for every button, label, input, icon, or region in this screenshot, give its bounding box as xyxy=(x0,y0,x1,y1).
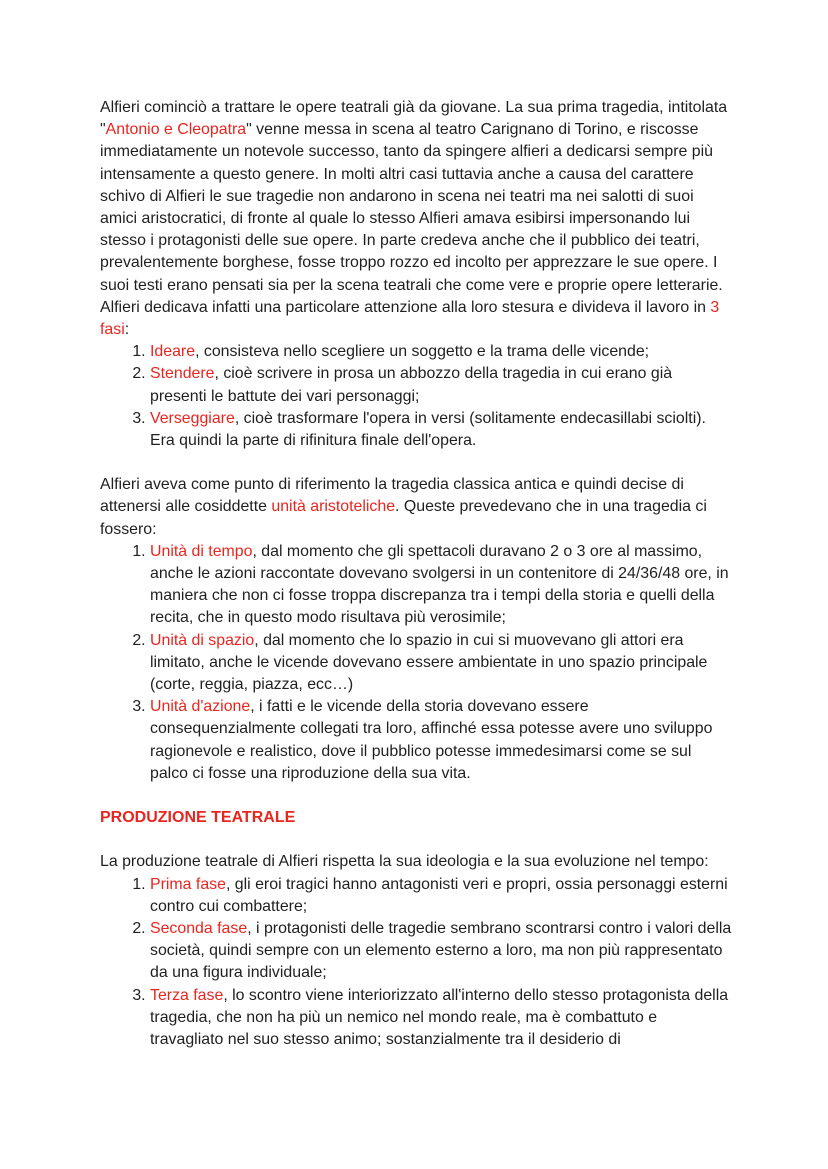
phases-list xyxy=(100,341,732,452)
unita-list xyxy=(100,541,732,785)
item-text: , i protagonisti delle tragedie sembrano scontrarsi contro i valori della società, quindi sempre con un elemento esterno a loro, ma non più rappresentato da una figura individuale; xyxy=(150,919,732,982)
highlight-antonio-e-cleopatra: Antonio e Cleopatra xyxy=(105,121,247,139)
term-highlight: Seconda fase xyxy=(150,919,248,937)
term-highlight: Terza fase xyxy=(150,986,224,1004)
highlight-unita-aristoteliche: unità aristoteliche xyxy=(271,498,396,516)
unita-intro-text-2: . Queste prevedevano che in una tragedia ci fossero: xyxy=(100,498,707,538)
intro-text-1: Alfieri cominciò a trattare le opere teatrali già da giovane. La sua prima tragedia, intitolata " xyxy=(100,99,728,139)
list-item xyxy=(150,541,732,630)
item-text: , lo scontro viene interiorizzato all'interno dello stesso protagonista della tragedia, che non ha più un nemico nel mondo reale, ma è combattuto e travagliato nel suo stesso animo; sostanzialmente tra il desiderio di xyxy=(150,986,729,1048)
list-item xyxy=(150,630,732,697)
highlight-3-fasi: 3 fasi xyxy=(100,298,720,339)
unita-intro-text-1: Alfieri aveva come punto di riferimento la tragedia classica antica e quindi decise di attenersi alle cosiddette xyxy=(100,476,684,516)
term-highlight: Unità di tempo xyxy=(150,542,253,560)
item-text: , dal momento che lo spazio in cui si muovevano gli attori era limitato, anche le vicende dovevano essere ambientate in uno spazio principale (corte, reggia, piazza, ecc…) xyxy=(150,631,708,694)
term-highlight: Unità d'azione xyxy=(150,698,251,716)
item-text: , cioè scrivere in prosa un abbozzo della tragedia in cui erano già presenti le battute dei vari personaggi; xyxy=(150,365,673,405)
fasi-list xyxy=(100,874,732,1052)
item-text: , dal momento che gli spettacoli duravano 2 o 3 ore al massimo, anche le azioni raccontate dovevano svolgersi in un contenitore di 24/36/48 ore, in maniera che non ci fosse troppa discrepanza tra i tempi della storia e quelli della recita, che in questo modo risultava più verosimile; xyxy=(150,542,729,627)
term-highlight: Ideare xyxy=(150,343,196,361)
section-heading: PRODUZIONE TEATRALE xyxy=(100,809,296,827)
list-item xyxy=(150,918,732,985)
list-item xyxy=(150,363,732,407)
produzione-intro-paragraph: La produzione teatrale di Alfieri rispetta la sua ideologia e la sua evoluzione nel tempo: xyxy=(100,853,709,871)
item-text: , consisteva nello scegliere un soggetto e la trama delle vicende; xyxy=(195,343,650,361)
intro-paragraph xyxy=(100,97,732,341)
list-item xyxy=(150,874,732,918)
intro-text-3: : xyxy=(124,321,130,339)
list-item xyxy=(150,696,732,785)
item-text: , cioè trasformare l'opera in versi (solitamente endecasillabi sciolti). Era quindi la parte di rifinitura finale dell'opera. xyxy=(150,409,706,450)
term-highlight: Stendere xyxy=(150,365,215,383)
list-item xyxy=(150,341,732,363)
item-text: , i fatti e le vicende della storia dovevano essere consequenzialmente collegati tra loro, affinché essa potesse avere uno sviluppo ragionevole e realistico, dove il pubblico potesse immedesimarsi come se sul palco ci fosse una riproduzione della sua vita. xyxy=(150,698,713,782)
term-highlight: Unità di spazio xyxy=(150,631,255,649)
item-text: , gli eroi tragici hanno antagonisti veri e propri, ossia personaggi esterni contro cui combattere; xyxy=(150,875,728,915)
unita-intro-paragraph xyxy=(100,474,732,541)
list-item xyxy=(150,408,732,452)
list-item xyxy=(150,985,732,1052)
term-highlight: Verseggiare xyxy=(150,409,235,427)
term-highlight: Prima fase xyxy=(150,875,226,893)
intro-text-2: " venne messa in scena al teatro Carignano di Torino, e riscosse immediatamente un notevole successo, tanto da spingere alfieri a dedicarsi sempre più intensamente a questo genere. In molti altri casi tuttavia anche a causa del carattere schivo di Alfieri le sue tragedie non andarono in scena nei teatri ma nei salotti di suoi amici aristocratici, di fronte al quale lo stesso Alfieri amava esibirsi impersonando lui stesso i protagonisti delle sue opere. In parte credeva anche che il pubblico dei teatri, prevalentemente borghese, fosse troppo rozzo ed incolto per apprezzare le sue opere. I suoi testi erano pensati sia per la scena teatrali che come vere e proprie opere letterarie. Alfieri dedicava infatti una particolare attenzione alla loro stesura e divideva il lavoro in xyxy=(100,121,723,316)
